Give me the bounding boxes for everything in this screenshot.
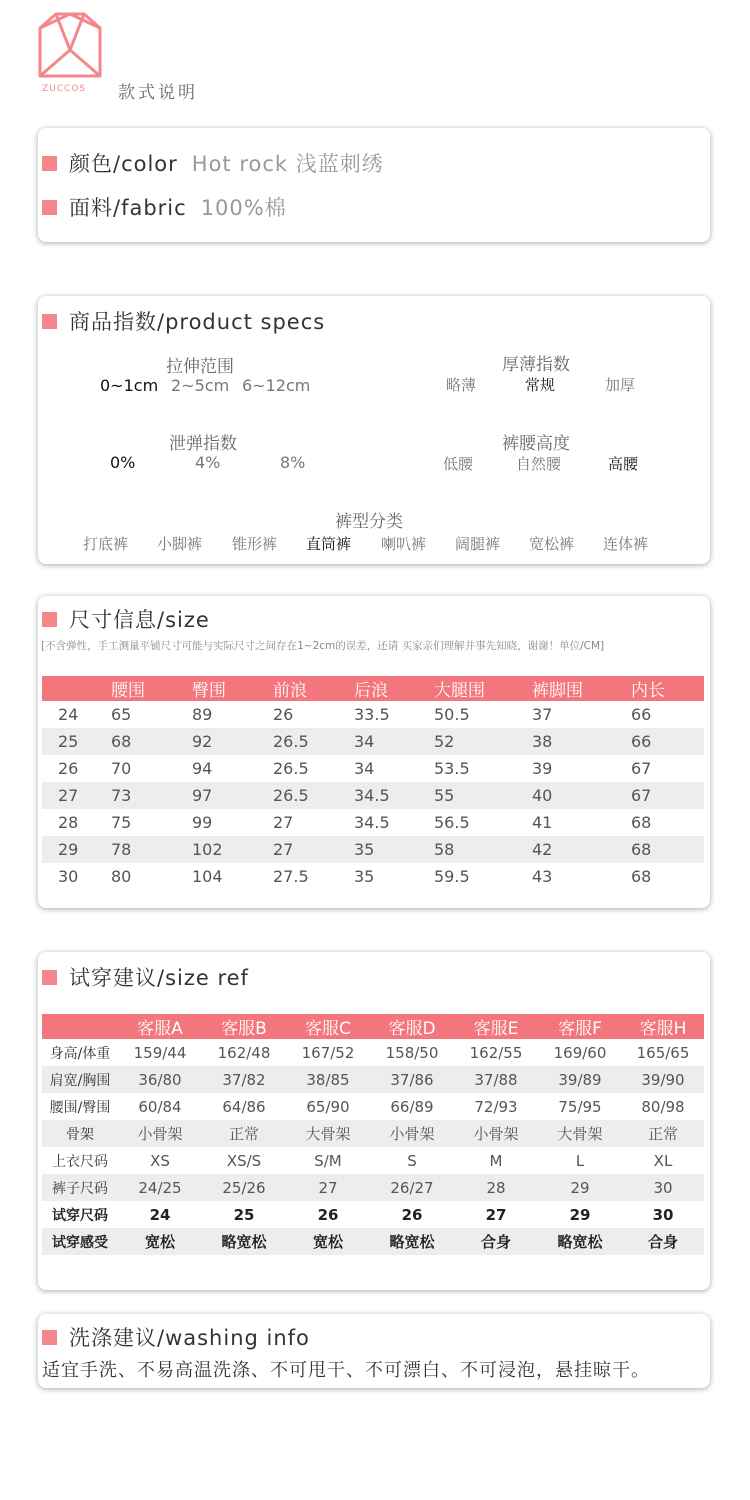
table-cell: 66	[631, 728, 704, 755]
table-cell: 55	[434, 782, 532, 809]
specs-title: 商品指数/product specs	[69, 310, 326, 334]
color-label: 颜色/color	[69, 152, 178, 176]
table-cell: 53.5	[434, 759, 470, 778]
table-cell: 158/50	[385, 1043, 439, 1062]
table-cell: 41	[532, 813, 553, 832]
table-row	[42, 1228, 704, 1255]
table-row	[42, 1174, 704, 1201]
table-cell: 26	[273, 705, 294, 724]
table-cell: 34	[354, 728, 434, 755]
bullet-square-icon	[42, 1330, 57, 1345]
table-header: 客服A	[118, 1014, 202, 1039]
table-header: 客服H	[622, 1014, 704, 1039]
wash-title: 洗涤建议/washing info	[69, 1326, 310, 1350]
table-cell: 68	[631, 813, 652, 832]
row-header: 身高/体重	[49, 1045, 111, 1062]
table-cell: 59.5	[434, 867, 470, 886]
fit-type-option: 阔腿裤	[455, 535, 501, 553]
table-cell: 合身	[454, 1228, 538, 1255]
table-header: 臀围	[192, 676, 273, 701]
table-row	[42, 1066, 704, 1093]
fit-type-option: 喇叭裤	[381, 535, 427, 553]
table-cell: 167/52	[301, 1043, 355, 1062]
fabric-row	[42, 192, 287, 222]
table-cell: 39	[532, 759, 553, 778]
table-cell: 50.5	[434, 705, 470, 724]
table-cell: 27	[485, 1205, 507, 1224]
table-header: 客服F	[538, 1014, 622, 1039]
table-cell: 58	[434, 836, 532, 863]
table-row	[42, 863, 704, 890]
elastic-label: 泄弹指数	[169, 434, 237, 454]
table-row	[42, 1039, 704, 1066]
table-cell: 宽松	[118, 1228, 202, 1255]
table-cell: 小骨架	[370, 1120, 454, 1147]
table-cell: 26	[58, 759, 79, 778]
table-cell: 162/55	[469, 1043, 523, 1062]
table-cell: 94	[192, 759, 213, 778]
wash-card	[38, 1314, 710, 1388]
table-cell: 30	[622, 1174, 704, 1201]
table-cell: 37	[532, 705, 553, 724]
row-header: 腰围/臀围	[49, 1099, 111, 1116]
fabric-label: 面料/fabric	[69, 196, 187, 220]
table-cell: 56.5	[434, 813, 470, 832]
stretch-option: 2~5cm	[171, 376, 230, 395]
size-ref-card	[38, 952, 710, 1290]
wash-title-row	[42, 1322, 310, 1352]
fit-type-label: 裤型分类	[335, 512, 403, 532]
table-cell: 25	[233, 1205, 255, 1224]
table-cell: 小骨架	[454, 1120, 538, 1147]
fit-type-option: 打底裤	[83, 535, 129, 553]
table-cell: 26	[317, 1205, 339, 1224]
table-header	[58, 676, 111, 701]
table-row	[42, 701, 704, 728]
table-cell: 40	[532, 782, 631, 809]
table-cell: 162/48	[217, 1043, 271, 1062]
table-row	[42, 836, 704, 863]
table-cell: 75	[111, 813, 132, 832]
table-cell: M	[489, 1151, 503, 1170]
table-cell: 29	[58, 836, 111, 863]
table-cell: 27	[286, 1174, 370, 1201]
table-cell: 28	[58, 813, 79, 832]
table-cell: 37/82	[202, 1066, 286, 1093]
table-cell: 35	[354, 867, 375, 886]
fit-type-option: 宽松裤	[529, 535, 575, 553]
table-header: 前浪	[273, 676, 354, 701]
elastic-option: 8%	[280, 453, 306, 472]
color-value: Hot rock 浅蓝刺绣	[191, 152, 384, 176]
table-cell: 73	[111, 782, 192, 809]
table-cell: 72/93	[474, 1097, 518, 1116]
table-cell: 正常	[622, 1120, 704, 1147]
table-cell: 92	[192, 728, 273, 755]
table-row	[42, 1201, 704, 1228]
table-cell: 65/90	[306, 1097, 350, 1116]
brand-logo-icon	[38, 10, 102, 80]
table-cell: 67	[631, 782, 704, 809]
color-row	[42, 148, 384, 178]
specs-card	[38, 296, 710, 564]
fabric-value: 100%棉	[200, 196, 287, 220]
ref-title-row	[42, 962, 249, 992]
specs-title-row	[42, 306, 325, 336]
table-cell: 89	[192, 705, 213, 724]
table-row	[42, 1093, 704, 1120]
table-row	[42, 755, 704, 782]
table-cell: 26.5	[273, 728, 354, 755]
table-cell: 37/88	[454, 1066, 538, 1093]
table-cell: 66	[631, 705, 652, 724]
brand-name: ZUCCOS	[42, 84, 87, 94]
table-cell: 略宽松	[538, 1228, 622, 1255]
table-cell: XL	[653, 1151, 673, 1170]
table-header: 内长	[631, 676, 704, 701]
table-cell: 43	[532, 867, 553, 886]
table-cell: 66/89	[390, 1097, 434, 1116]
table-cell: 26	[401, 1205, 423, 1224]
table-cell: 27	[273, 813, 294, 832]
table-cell: 大骨架	[286, 1120, 370, 1147]
table-cell: 34.5	[354, 813, 390, 832]
table-cell: 34.5	[354, 782, 434, 809]
fit-type-option: 小脚裤	[157, 535, 203, 553]
table-cell: 70	[111, 759, 132, 778]
table-header: 客服C	[286, 1014, 370, 1039]
table-cell: 27	[58, 782, 111, 809]
table-cell: 169/60	[553, 1043, 607, 1062]
bullet-square-icon	[42, 156, 57, 171]
stretch-option: 6~12cm	[242, 376, 311, 395]
table-cell: 39/90	[622, 1066, 704, 1093]
waist-height-option: 自然腰	[516, 455, 562, 473]
table-cell: 65	[111, 705, 132, 724]
table-cell: 略宽松	[202, 1228, 286, 1255]
bullet-square-icon	[42, 612, 57, 627]
table-cell: 29	[538, 1174, 622, 1201]
row-header: 上衣尺码	[52, 1153, 108, 1170]
table-cell: L	[575, 1151, 585, 1170]
table-cell: 97	[192, 782, 273, 809]
table-cell: 30	[58, 867, 79, 886]
elastic-option: 0%	[110, 453, 136, 472]
table-cell: 165/65	[636, 1043, 690, 1062]
table-cell: 略宽松	[370, 1228, 454, 1255]
bullet-square-icon	[42, 970, 57, 985]
table-cell: 26.5	[273, 782, 354, 809]
table-cell: 68	[631, 836, 704, 863]
table-header: 客服D	[370, 1014, 454, 1039]
ref-title: 试穿建议/size ref	[69, 966, 249, 990]
table-header: 客服E	[454, 1014, 538, 1039]
table-cell: S/M	[314, 1151, 342, 1170]
table-cell: 99	[192, 813, 213, 832]
table-cell: 29	[569, 1205, 591, 1224]
table-row	[42, 728, 704, 755]
table-cell: 28	[454, 1174, 538, 1201]
table-cell: 39/89	[538, 1066, 622, 1093]
table-cell: 24	[149, 1205, 171, 1224]
table-cell: 60/84	[138, 1097, 182, 1116]
table-header: 裤脚围	[532, 676, 631, 701]
table-cell: 27.5	[273, 867, 309, 886]
table-cell: 64/86	[222, 1097, 266, 1116]
table-row	[42, 782, 704, 809]
row-header: 骨架	[42, 1120, 118, 1147]
table-header: 大腿围	[434, 676, 532, 701]
size-ref-table	[42, 1014, 704, 1255]
stretch-option: 0~1cm	[100, 376, 159, 395]
stretch-label: 拉伸范围	[166, 357, 234, 377]
table-cell: 24	[58, 705, 79, 724]
table-cell: 36/80	[118, 1066, 202, 1093]
table-cell: 34	[354, 759, 375, 778]
table-header	[42, 1014, 118, 1039]
thickness-option: 加厚	[605, 376, 636, 394]
table-cell: 80	[111, 867, 132, 886]
fit-type-option: 直筒裤	[306, 535, 352, 553]
bullet-square-icon	[42, 200, 57, 215]
table-cell: 102	[192, 836, 273, 863]
table-cell: 52	[434, 728, 532, 755]
size-card	[38, 596, 710, 908]
table-cell: 68	[111, 728, 192, 755]
table-cell: 42	[532, 836, 631, 863]
waist-height-label: 裤腰高度	[502, 434, 570, 454]
table-cell: 35	[354, 836, 434, 863]
thickness-label: 厚薄指数	[502, 355, 570, 375]
row-header: 裤子尺码	[42, 1174, 118, 1201]
table-cell: 合身	[622, 1228, 704, 1255]
fit-type-option: 连体裤	[603, 535, 649, 553]
table-cell: 37/86	[370, 1066, 454, 1093]
table-cell: 75/95	[558, 1097, 602, 1116]
row-header: 试穿感受	[42, 1228, 118, 1255]
waist-height-option: 低腰	[443, 455, 474, 473]
table-cell: 26.5	[273, 759, 309, 778]
table-cell: 38	[532, 728, 631, 755]
table-cell: 67	[631, 759, 652, 778]
size-title-row	[42, 604, 210, 634]
table-header: 客服B	[202, 1014, 286, 1039]
table-cell: 27	[273, 836, 354, 863]
page-title: 款式说明	[118, 83, 198, 103]
table-cell: 38/85	[286, 1066, 370, 1093]
table-cell: 正常	[202, 1120, 286, 1147]
table-cell: 30	[652, 1205, 674, 1224]
table-cell: 80/98	[641, 1097, 685, 1116]
table-cell: 大骨架	[538, 1120, 622, 1147]
row-header: 肩宽/胸围	[42, 1066, 118, 1093]
table-cell: XS/S	[226, 1151, 262, 1170]
table-cell: 小骨架	[118, 1120, 202, 1147]
table-cell: S	[407, 1151, 417, 1170]
elastic-option: 4%	[195, 453, 221, 472]
table-row	[42, 1120, 704, 1147]
style-card	[38, 128, 710, 242]
table-cell: 25	[58, 728, 111, 755]
table-row	[42, 1147, 704, 1174]
table-cell: 25/26	[202, 1174, 286, 1201]
table-row	[42, 809, 704, 836]
thickness-option: 略薄	[446, 376, 477, 394]
size-title: 尺寸信息/size	[69, 608, 210, 632]
fit-type-option: 锥形裤	[232, 535, 278, 553]
table-cell: 68	[631, 867, 652, 886]
wash-text: 适宜手洗、不易高温洗涤、不可甩干、不可漂白、不可浸泡，悬挂晾干。	[42, 1360, 650, 1381]
waist-height-option: 高腰	[608, 455, 639, 473]
size-table	[42, 676, 704, 890]
bullet-square-icon	[42, 314, 57, 329]
table-cell: 104	[192, 867, 223, 886]
table-cell: XS	[150, 1151, 170, 1170]
table-cell: 159/44	[133, 1043, 187, 1062]
table-cell: 78	[111, 836, 192, 863]
thickness-option: 常规	[525, 376, 556, 394]
table-cell: 宽松	[286, 1228, 370, 1255]
table-header: 后浪	[354, 676, 434, 701]
table-header: 腰围	[111, 676, 192, 701]
size-note: [不含弹性，手工测量平铺尺寸可能与实际尺寸之间存在1~2cm的误差，还请 买家亲们理解并事先知晓，谢谢！单位/CM]	[41, 640, 605, 652]
row-header: 试穿尺码	[52, 1207, 108, 1224]
table-cell: 26/27	[370, 1174, 454, 1201]
table-cell: 24/25	[118, 1174, 202, 1201]
table-cell: 33.5	[354, 705, 390, 724]
